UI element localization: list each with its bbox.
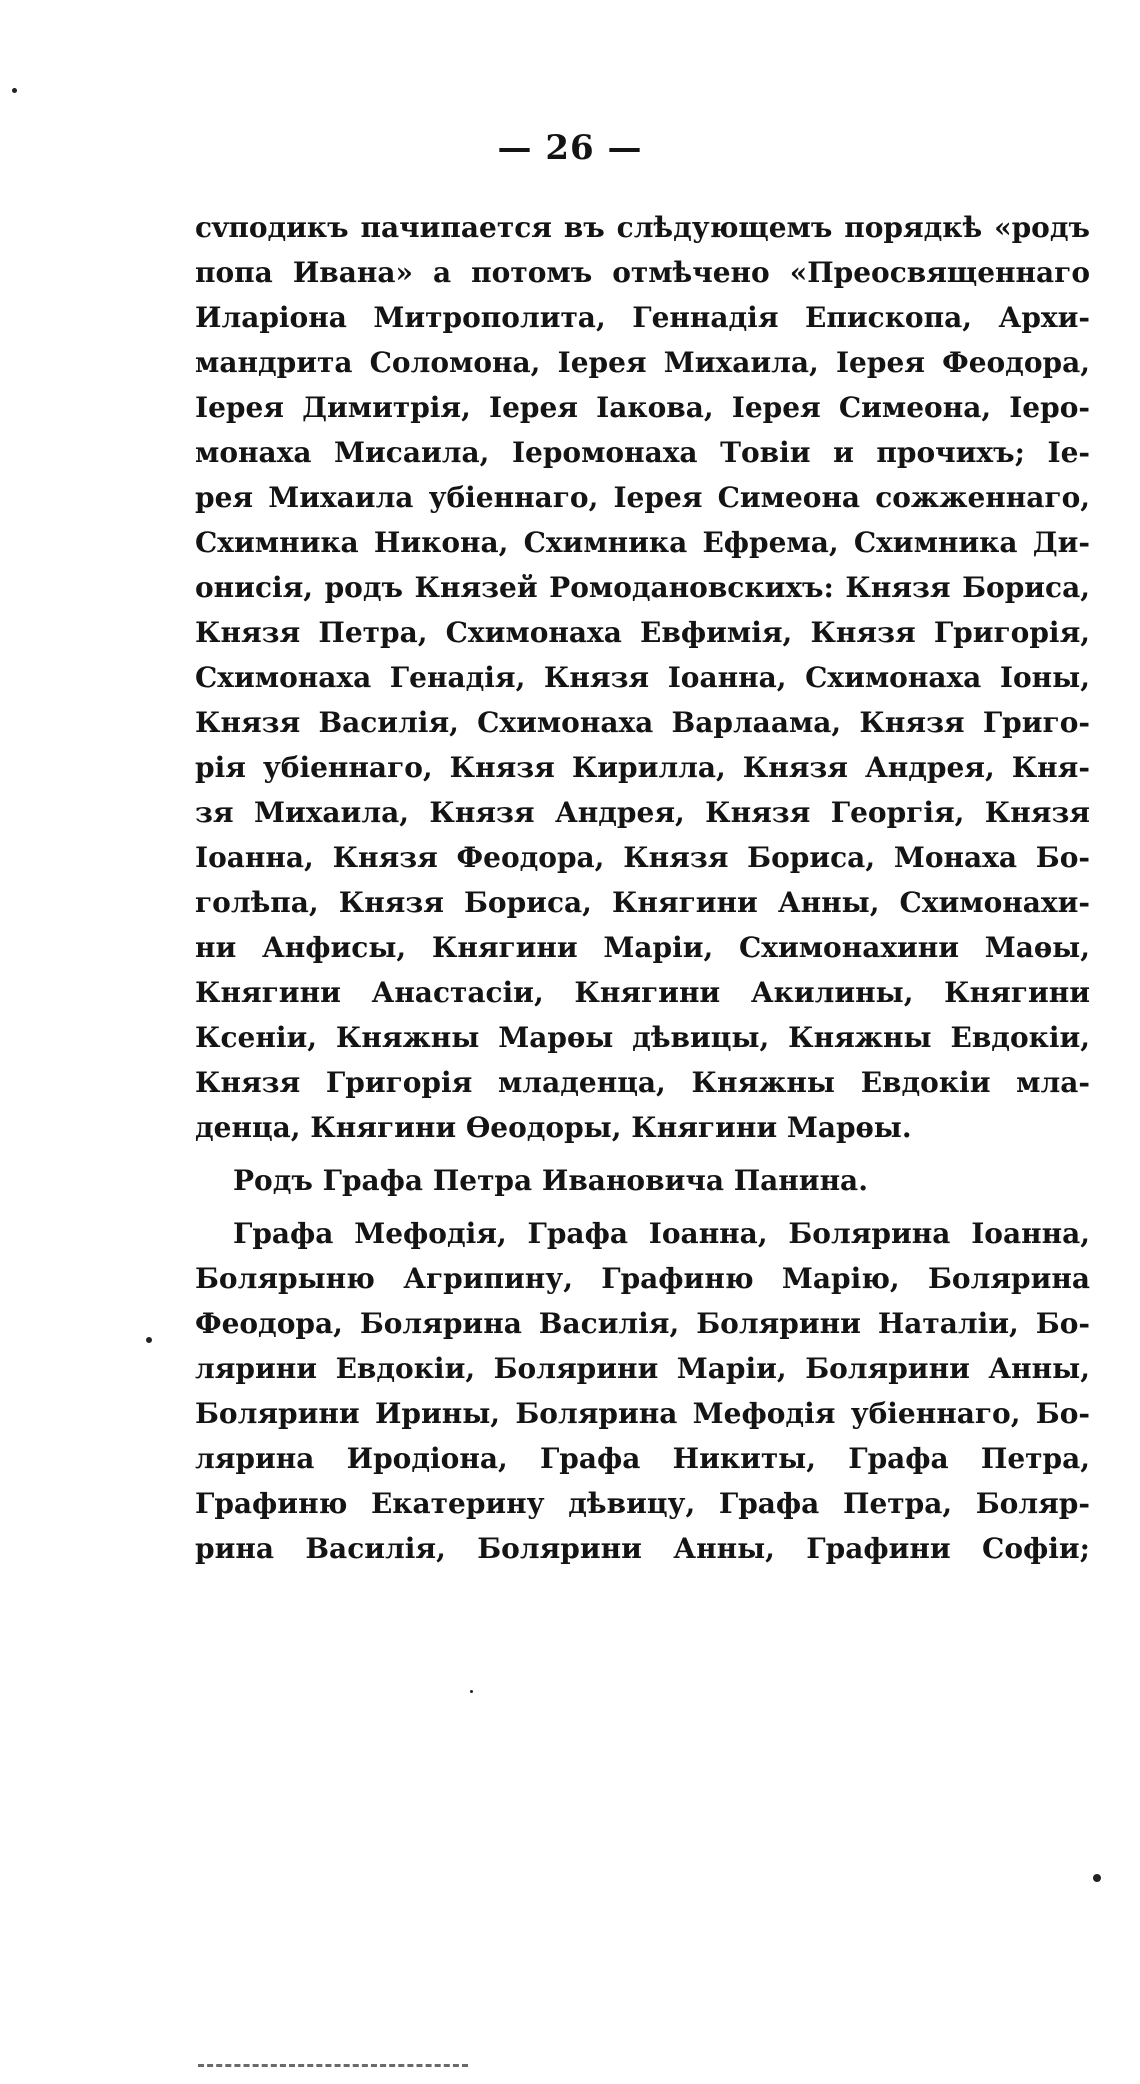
text-line: онисія, родъ Князей Ромодановскихъ: Князя Бориса, (195, 571, 1090, 604)
paragraph-gap (195, 1203, 1090, 1211)
text-line: Болярыню Агрипину, Графиню Марію, Болярина (195, 1262, 1090, 1295)
ink-speck (146, 1337, 152, 1343)
ink-speck (1093, 1874, 1101, 1882)
text-line: рея Михаила убіеннаго, Іерея Симеона сожженнаго, (195, 481, 1090, 514)
paragraph-gap (195, 1150, 1090, 1158)
text-line: рія убіеннаго, Князя Кирилла, Князя Андрея, Кня- (195, 751, 1090, 784)
text-line: Князя Василія, Схимонаха Варлаама, Князя Григо- (195, 706, 1090, 739)
text-line: сvподикъ пачипается въ слѣдующемъ порядкѣ «родъ (195, 211, 1090, 244)
text-line: Схимника Никона, Схимника Ефрема, Схимника Ди- (195, 526, 1090, 559)
text-line: Князя Петра, Схимонаха Евфимія, Князя Григорія, (195, 616, 1090, 649)
text-line: лярини Евдокіи, Болярини Маріи, Болярини Анны, (195, 1352, 1090, 1385)
text-line: лярина Иродіона, Графа Никиты, Графа Петра, (195, 1442, 1090, 1475)
text-line: Болярини Ирины, Болярина Мефодія убіеннаго, Бо- (195, 1397, 1090, 1430)
text-line: попа Ивана» а потомъ отмѣчено «Преосвященнаго (195, 256, 1090, 289)
text-line: Іоанна, Князя Феодора, Князя Бориса, Монаха Бо- (195, 841, 1090, 874)
text-line: Іерея Димитрія, Іерея Іакова, Іерея Симеона, Іеро- (195, 391, 1090, 424)
text-line: Феодора, Болярина Василія, Болярини Наталіи, Бо- (195, 1307, 1090, 1340)
text-line: зя Михаила, Князя Андрея, Князя Георгія, Князя (195, 796, 1090, 829)
text-line: Княгини Анастасіи, Княгини Акилины, Княгини (195, 976, 1090, 1009)
ink-speck (12, 88, 17, 93)
text-line: Ксеніи, Княжны Марѳы дѣвицы, Княжны Евдокіи, (195, 1021, 1090, 1054)
text-line: Иларіона Митрополита, Геннадія Епископа, Архи- (195, 301, 1090, 334)
text-line: Графа Мефодія, Графа Іоанна, Болярина Іоанна, (233, 1217, 1090, 1250)
text-line: денца, Княгини Ѳеодоры, Княгини Марѳы. (195, 1111, 912, 1144)
section-heading: Родъ Графа Петра Ивановича Панина. (233, 1164, 868, 1197)
text-line: рина Василія, Болярини Анны, Графини Софіи; (195, 1532, 1090, 1565)
text-line: ни Анфисы, Княгини Маріи, Схимонахини Маѳы, (195, 931, 1090, 964)
ink-speck (470, 1690, 473, 1693)
body-text (195, 205, 1090, 1571)
text-line: Схимонаха Генадія, Князя Іоанна, Схимонаха Іоны, (195, 661, 1090, 694)
text-line: Графиню Екатерину дѣвицу, Графа Петра, Боляр- (195, 1487, 1090, 1520)
text-line: голѣпа, Князя Бориса, Княгини Анны, Схимонахи- (195, 886, 1090, 919)
text-line: монаха Мисаила, Іеромонаха Товіи и прочихъ; Іе- (195, 436, 1090, 469)
page-number: — 26 — (497, 128, 643, 168)
text-line: мандрита Соломона, Іерея Михаила, Іерея Феодора, (195, 346, 1090, 379)
text-line: Князя Григорія младенца, Княжны Евдокіи мла- (195, 1066, 1090, 1099)
bottom-rule (198, 2064, 468, 2067)
